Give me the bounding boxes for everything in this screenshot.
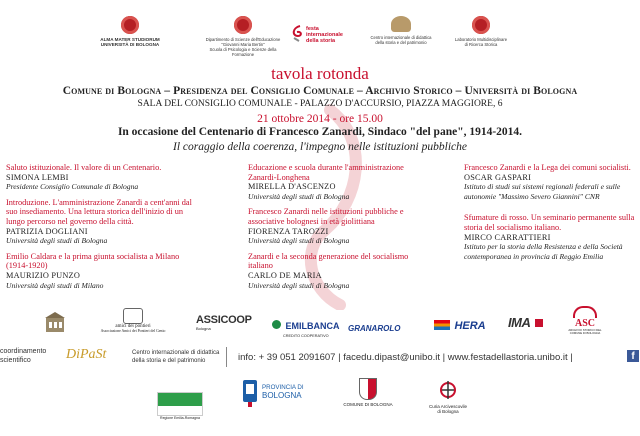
building-logo-icon xyxy=(44,310,66,334)
granarolo-label: GRANAROLO xyxy=(348,324,401,333)
ima-label: IMA xyxy=(508,315,531,330)
speaker-name: SIMONA LEMBI xyxy=(6,172,69,182)
venue: SALA DEL CONSIGLIO COMUNALE - PALAZZO D'ACCURSIO, PIAZZA MAGGIORE, 6 xyxy=(137,99,503,109)
talk-title: Introduzione. L'amministrazione Zanardi a cent'anni dal suo insediamento. Una lettura storica dell'inizio di un lungo percorso nel governo della città. xyxy=(6,197,192,226)
asc-arch-icon xyxy=(573,306,597,318)
dipast-desc xyxy=(132,349,219,365)
regione-emblem-icon xyxy=(157,392,203,416)
logo-lab-line2: di Ricerca Storica xyxy=(464,42,498,47)
logo-centro-line2: della storia e del patrimonio xyxy=(375,40,427,45)
sponsor-hera xyxy=(434,316,486,334)
logo-festa-line3: della storia xyxy=(306,38,336,44)
logo-unibo xyxy=(98,16,162,47)
coord-line2: scientifico xyxy=(0,357,31,364)
speaker-affiliation: Università degli studi di Bologna xyxy=(248,236,350,246)
talk-title: Emilio Caldara e la prima giunta socialista a Milano (1914-1920) xyxy=(6,251,180,271)
logo-laboratorio xyxy=(448,16,514,47)
hera-label: HERA xyxy=(454,320,486,332)
assicoop-sub: Bologna xyxy=(196,326,211,331)
unibo-seal-icon xyxy=(121,16,139,34)
sponsor-granarolo xyxy=(348,318,400,336)
speaker-name: FIORENZA TAROZZI xyxy=(248,226,329,236)
sponsor-row xyxy=(0,306,640,342)
talk-item xyxy=(248,207,418,245)
talk-title: Saluto istituzionale. Il valore di un Centenario. xyxy=(6,163,162,172)
comune-crest-icon xyxy=(359,378,377,400)
divider xyxy=(226,347,227,367)
coordination-label xyxy=(0,347,46,365)
provincia-line1: PROVINCIA DI xyxy=(262,384,304,391)
speaker-name: MAURIZIO PUNZO xyxy=(6,270,81,280)
program-column-2 xyxy=(248,163,418,296)
footer-bar xyxy=(0,347,640,369)
talk-item xyxy=(6,198,200,246)
logo-dip-line2: "Giovanni Maria Bertin" xyxy=(221,42,265,47)
talk-title: Sfumature di rosso. Un seminario permanente sulla storia del socialismo italiano. xyxy=(464,213,635,232)
sponsor-emilbanca xyxy=(272,316,339,338)
amici-sub: Associazione Amici dei Pontieri del Genio xyxy=(100,329,166,333)
talk-item xyxy=(6,163,200,192)
logo-dip-line3: Scuola di Psicologia e Scienze della Formazione xyxy=(209,47,277,57)
coord-line1: coordinamento xyxy=(0,348,47,355)
speaker-name: CARLO DE MARIA xyxy=(248,270,322,280)
sponsor-amici-pontieri xyxy=(88,308,178,333)
speaker-name: MIRELLA D'ASCENZO xyxy=(248,182,336,192)
talk-item xyxy=(464,213,636,261)
logo-curia xyxy=(418,378,478,414)
talk-title: Francesco Zanardi nelle istituzioni pubbliche e associative bolognesi in età giolittiana xyxy=(248,207,404,226)
comune-label: COMUNE DI BOLOGNA xyxy=(343,402,393,407)
hera-stripes-icon xyxy=(434,320,450,330)
sponsor-assicoop xyxy=(196,314,252,331)
logo-centro-didattica xyxy=(364,16,438,45)
asc-label: ASC xyxy=(574,318,595,329)
logo-centro-line1: Centro internazionale di didattica xyxy=(370,35,432,40)
dipast-logo: DiPaSt xyxy=(66,347,107,362)
emilbanca-icon xyxy=(272,320,281,329)
speaker-name: PATRIZIA DOGLIANI xyxy=(6,226,88,236)
speaker-affiliation: Università degli studi di Bologna xyxy=(248,191,350,201)
asc-sub: ARCHIVIO STORICO DEL COMUNE DI BOLOGNA xyxy=(568,328,602,335)
speaker-affiliation: Università degli studi di Milano xyxy=(6,280,104,290)
talk-item xyxy=(248,252,418,290)
speaker-affiliation: Istituto per la storia della Resistenza e della Società contemporanea in provincia di Reggio Emilia xyxy=(464,242,623,261)
logo-comune xyxy=(338,378,398,407)
talk-title: Francesco Zanardi e la Lega dei comuni socialisti. xyxy=(464,163,631,172)
logo-dip-educazione xyxy=(200,16,286,57)
sponsor-asc xyxy=(568,306,602,335)
curia-line1: Curia Arcivescovile xyxy=(428,404,467,409)
amici-emblem-icon xyxy=(123,308,143,324)
lab-seal-icon xyxy=(472,16,490,34)
contact-info[interactable]: info: + 39 051 2091607 | facedu.dipast@unibo.it | www.festadellastoria.unibo.it | xyxy=(238,352,573,363)
logo-festa-storia xyxy=(290,16,350,44)
logo-festa-line2: internazionale xyxy=(306,32,343,38)
festa-spiral-icon xyxy=(290,24,304,42)
logo-unibo-line1: ALMA MATER STUDIORUM xyxy=(100,37,160,42)
talk-item xyxy=(464,163,636,201)
occasion-heading: In occasione del Centenario di Francesco Zanardi, Sindaco "del pane", 1914-2014. xyxy=(117,126,523,138)
event-date: 21 ottobre 2014 - ore 15.00 xyxy=(257,113,383,125)
curia-line2: di Bologna xyxy=(437,409,459,414)
provincia-crest-icon xyxy=(242,378,258,408)
facebook-icon[interactable]: f xyxy=(627,350,639,362)
speaker-name: OSCAR GASPARI xyxy=(464,172,532,182)
speaker-affiliation: Presidente Consiglio Comunale di Bologna xyxy=(6,182,139,192)
talk-item xyxy=(6,252,200,290)
speaker-affiliation: Istituto di studi sui sistemi regionali federali e sulle autonomie "Massimo Severo Giannini" CNR xyxy=(464,182,621,201)
dip-seal-icon xyxy=(234,16,252,34)
emilbanca-sub: CREDITO COOPERATIVO xyxy=(283,334,329,338)
speaker-affiliation: Università degli studi di Bologna xyxy=(6,236,108,246)
talk-item xyxy=(248,163,418,201)
program-column-3 xyxy=(464,163,636,267)
sponsor-ima xyxy=(508,314,543,332)
speaker-affiliation: Università degli studi di Bologna xyxy=(248,280,350,290)
logo-dip-line1: Dipartimento di Scienze dell'Educazione xyxy=(205,37,281,42)
mushroom-icon xyxy=(391,16,411,32)
speaker-name: MIRCO CARRATTIERI xyxy=(464,232,551,242)
dipast-line2: della storia e del patrimonio xyxy=(132,358,206,364)
curia-cross-icon xyxy=(439,378,457,402)
logo-provincia xyxy=(242,378,314,400)
talk-title: Educazione e scuola durante l'amministrazione Zanardi-Longhena xyxy=(248,163,404,182)
regione-label: Regione Emilia-Romagna xyxy=(160,416,200,420)
dipast-line1: Centro internazionale di didattica xyxy=(132,350,220,356)
emilbanca-label: EMILBANCA xyxy=(285,321,340,331)
ima-swoosh-icon xyxy=(535,319,543,327)
logo-festa-line1: festa xyxy=(306,26,319,32)
amici-label: amici dei pontieri xyxy=(115,324,151,329)
assicoop-label: ASSICOOP xyxy=(196,314,252,326)
event-title: tavola rotonda xyxy=(271,64,369,83)
logo-regione xyxy=(150,392,210,420)
provincia-line2: BOLOGNA xyxy=(262,391,302,400)
logo-lab-line1: Laboratorio Multidisciplinare xyxy=(454,37,508,42)
event-subtitle: Il coraggio della coerenza, l'impegno nelle istituzioni pubbliche xyxy=(173,141,467,153)
program-column-1 xyxy=(6,163,200,296)
logo-unibo-line2: UNIVERSITÀ DI BOLOGNA xyxy=(100,42,160,47)
organizers: Comune di Bologna – Presidenza del Consiglio Comunale – Archivio Storico – Università di Bologna xyxy=(62,85,578,97)
talk-title: Zanardi e la seconda generazione del socialismo italiano xyxy=(248,251,409,271)
